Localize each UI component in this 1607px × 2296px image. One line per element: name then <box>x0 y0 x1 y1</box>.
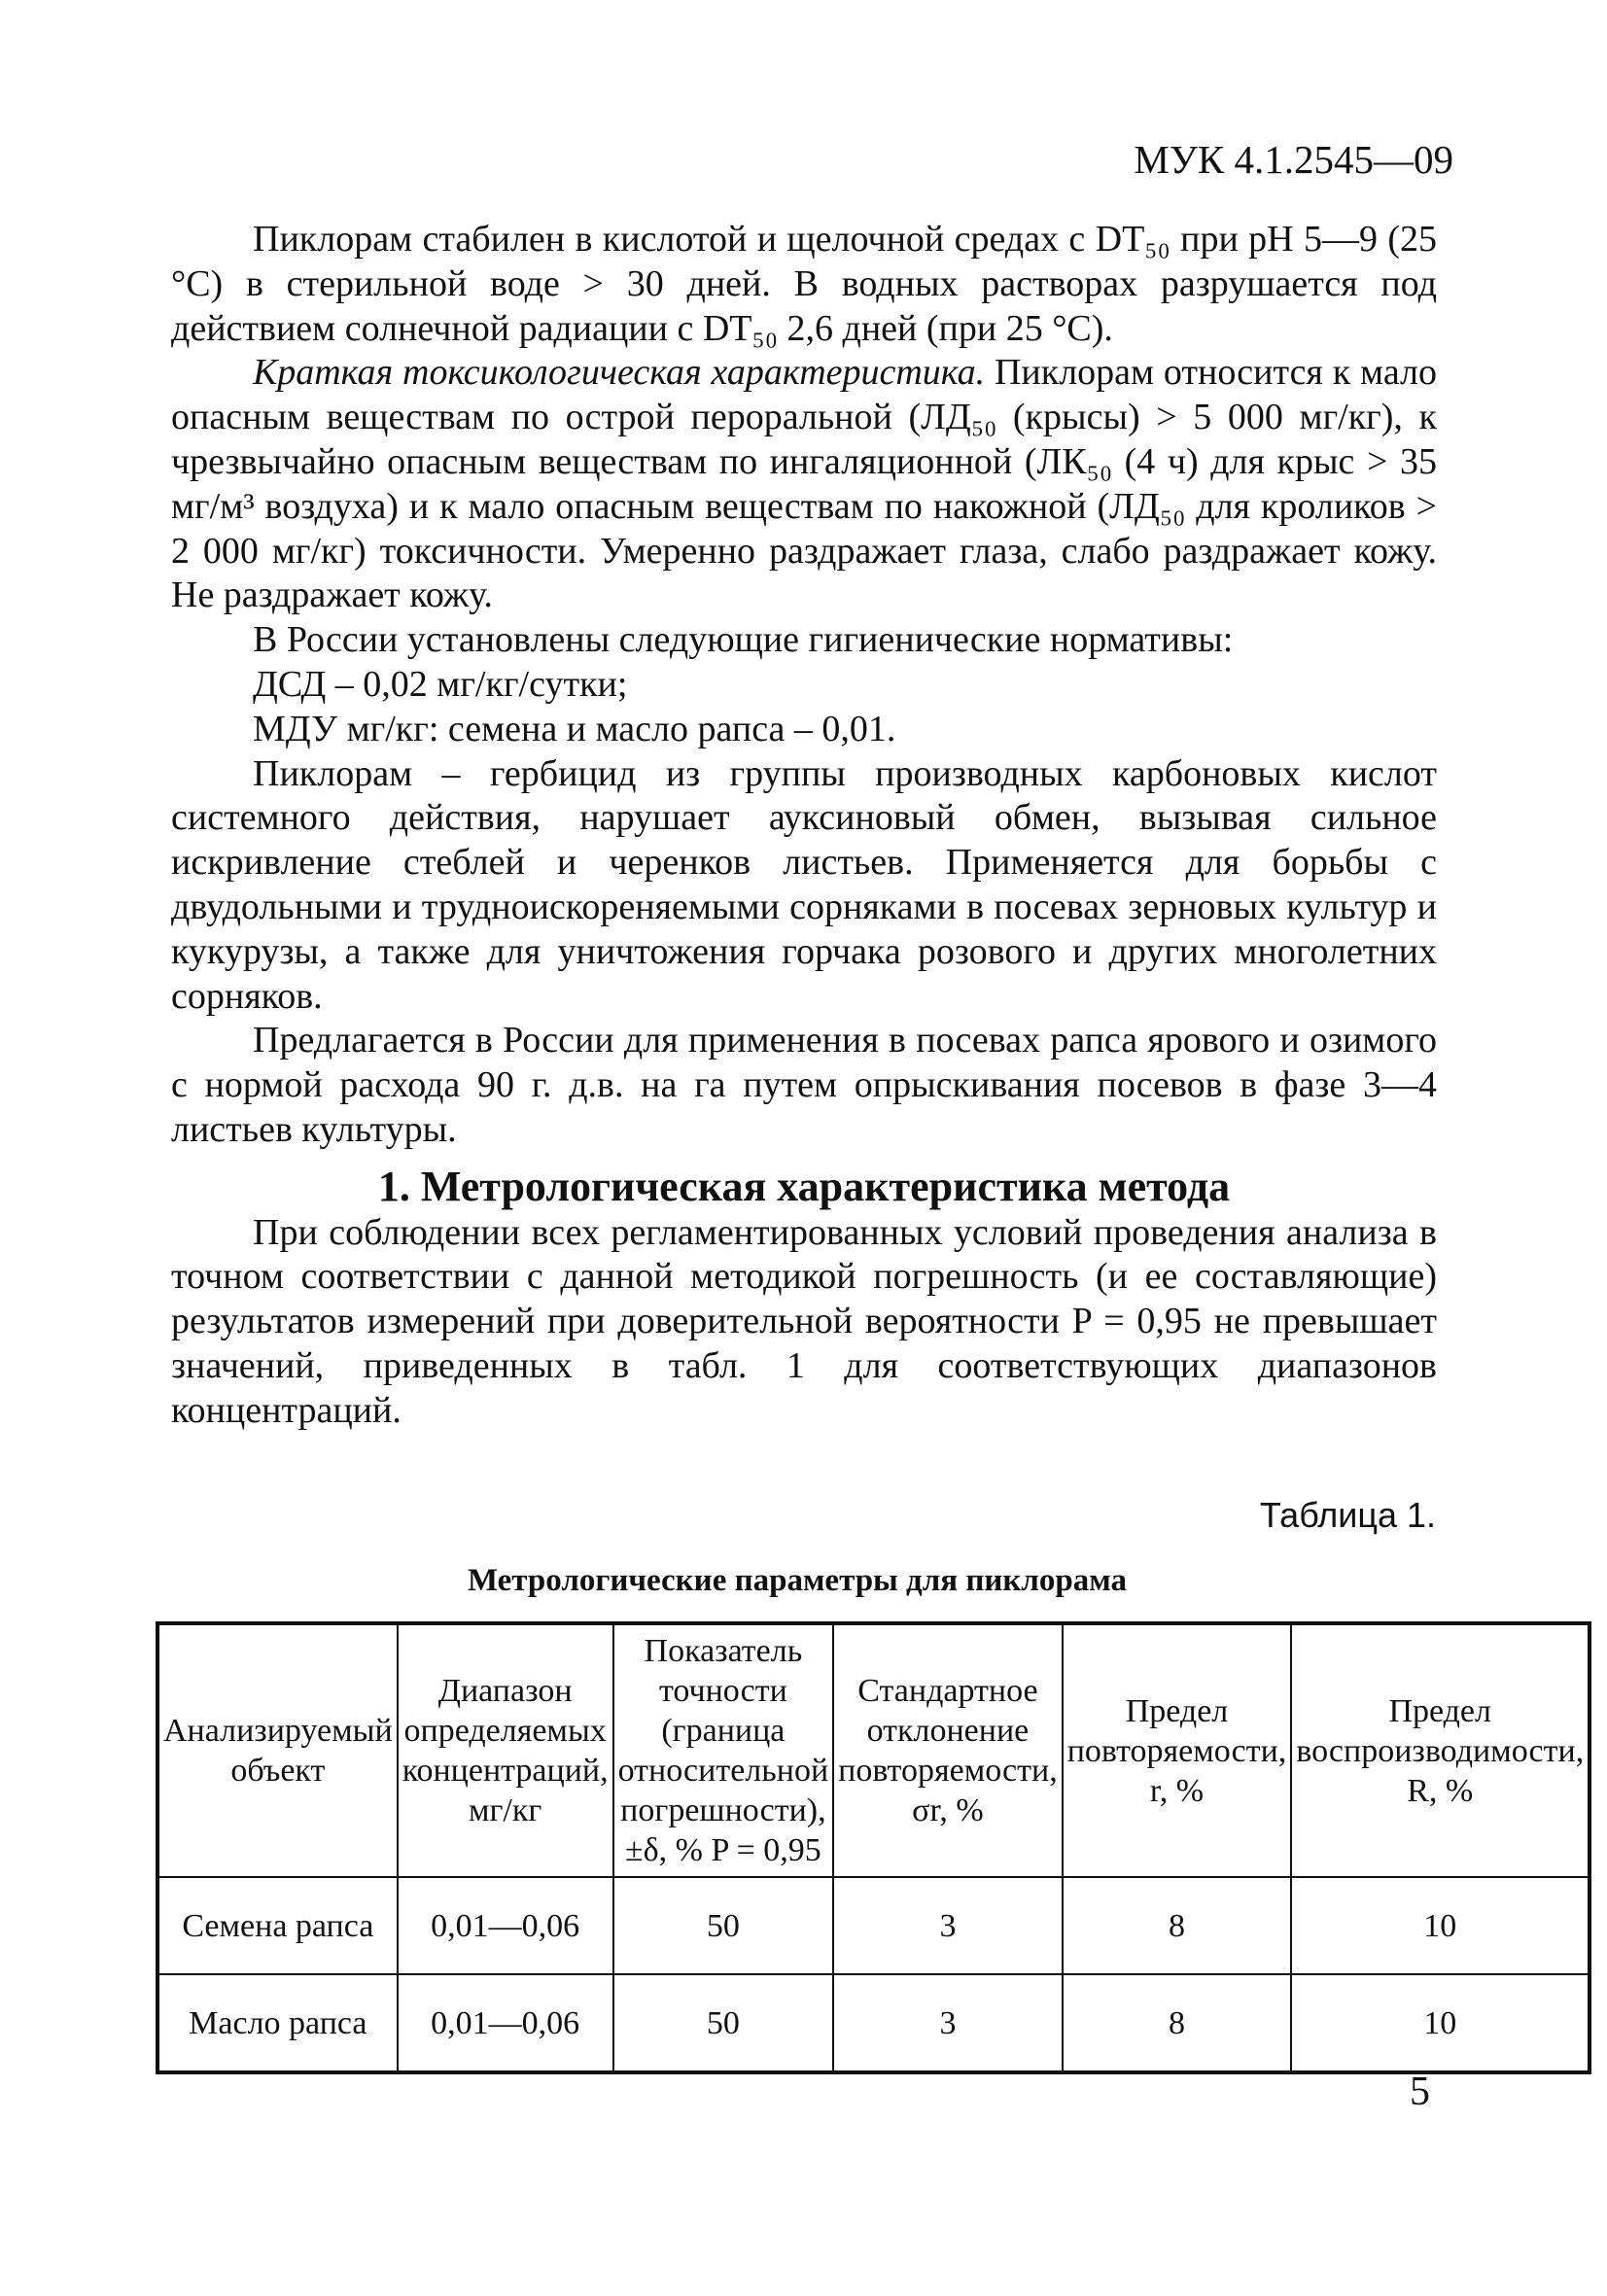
header-concentration-range: Диапазон определяемых концентраций, мг/кг <box>398 1623 613 1877</box>
document-code: МУК 4.1.2545—09 <box>1134 137 1453 182</box>
cell-accuracy: 50 <box>613 1974 834 2072</box>
cell-repeatability: 8 <box>1063 1974 1292 2072</box>
cell-repeatability: 8 <box>1063 1877 1292 1974</box>
cell-std-deviation: 3 <box>833 1974 1063 2072</box>
metrology-table <box>156 1621 1591 2074</box>
section-heading: 1. Метрологическая характеристика метода <box>377 1162 1231 1210</box>
body-text <box>171 218 1437 1434</box>
header-reproducibility-limit: Предел воспроизводимости, R, % <box>1291 1623 1590 1877</box>
header-accuracy: Показатель точности (граница относительной погрешности), ±δ, % P = 0,95 <box>613 1623 834 1877</box>
header-std-deviation: Стандартное отклонение повторяемости, σr, % <box>833 1623 1063 1877</box>
cell-reproducibility: 10 <box>1291 1877 1590 1974</box>
cell-accuracy: 50 <box>613 1877 834 1974</box>
cell-reproducibility: 10 <box>1291 1974 1590 2072</box>
paragraph-application: Предлагается в России для применения в посевах рапса ярового и озимого с нормой расхода 90 г. д.в. на га путем опрыскивания посевов в фазе 3—4 листьев культуры. <box>171 1020 1437 1150</box>
table-row <box>157 1974 1590 2072</box>
cell-range: 0,01—0,06 <box>398 1877 613 1974</box>
table-title: Метрологические параметры для пиклорама <box>467 1563 1128 1598</box>
cell-object: Семена рапса <box>157 1877 398 1974</box>
cell-std-deviation: 3 <box>833 1877 1063 1974</box>
paragraph-stability: Пиклорам стабилен в кислотой и щелочной средах с DT₅₀ при pH 5—9 (25 °C) в стерильной воде > 30 дней. В водных растворах разрушается под действием солнечной радиации с DT₅₀ 2,6 дней (при 25 °C). <box>171 219 1437 349</box>
header-repeatability-limit: Предел повторяемости, r, % <box>1063 1623 1292 1877</box>
table-row <box>157 1877 1590 1974</box>
paragraph-metrology: При соблюдении всех регламентированных условий проведения анализа в точном соответствии с данной методикой погрешность (и ее составляющие) результатов измерений при доверительной вероятности P = 0,95 не превышает значений, приведенных в табл. 1 для соответствующих диапазонов концентраций. <box>171 1211 1437 1431</box>
paragraph-toxicology <box>171 351 1437 618</box>
page-number: 5 <box>1410 2070 1430 2114</box>
table-header-row <box>157 1623 1590 1877</box>
paragraph-herbicide: Пиклорам – гербицид из группы производных карбоновых кислот системного действия, нарушает ауксиновый обмен, вызывая сильное искривление стеблей и черенков листьев. Применяется для борьбы с двудольными и трудноискореняемыми сорняками в посевах зерновых культур и кукурузы, а также для уничтожения горчака розового и других многолетних сорняков. <box>171 752 1437 1017</box>
table-caption: Таблица 1. <box>1259 1495 1436 1535</box>
toxicology-text: Пиклорам относится к мало опасным веществам по острой пероральной (ЛД₅₀ (крысы) > 5 000 мг/кг), к чрезвычайно опасным веществам по ингаляционной (ЛК₅₀ (4 ч) для крыс > 35 мг/м³ воздуха) и к мало опасным веществам по накожной (ЛД₅₀ для кроликов > 2 000 мг/кг) токсичности. Умеренно раздражает глаза, слабо раздражает кожу. Не раздражает кожу. <box>171 352 1437 616</box>
header-analyzed-object: Анализируемый объект <box>157 1623 398 1877</box>
paragraph-norms-intro: В России установлены следующие гигиенические нормативы: <box>253 619 1234 661</box>
toxicology-lead: Краткая токсикологическая характеристика. <box>253 352 986 394</box>
paragraph-mdu: МДУ мг/кг: семена и масло рапса – 0,01. <box>253 708 896 749</box>
paragraph-dsd: ДСД – 0,02 мг/кг/сутки; <box>253 663 628 705</box>
cell-range: 0,01—0,06 <box>398 1974 613 2072</box>
cell-object: Масло рапса <box>157 1974 398 2072</box>
